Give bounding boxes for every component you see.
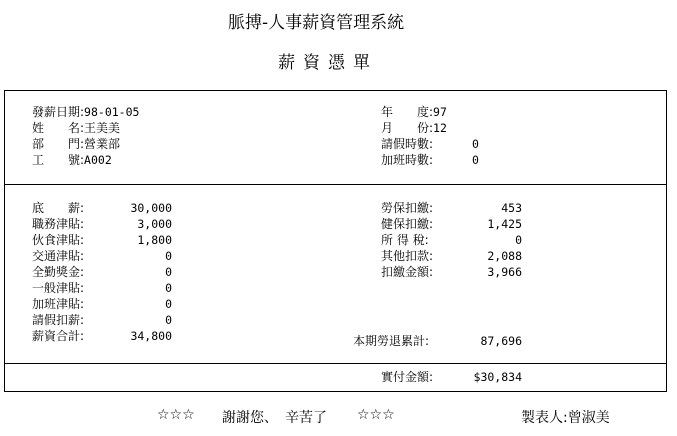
page-title: 脈搏-人事薪資管理系統	[228, 13, 405, 33]
deduction-label: 所 得 稅:	[381, 233, 429, 247]
deduction-label: 勞保扣繳:	[381, 201, 434, 215]
deduction-label: 其他扣款:	[381, 249, 434, 263]
info-row: 發薪日期:98-01-05	[32, 105, 140, 119]
earning-value: 0	[165, 249, 172, 263]
thanks-message: 謝謝您、 辛苦了	[222, 410, 327, 426]
net-pay-label: 實付金額:	[381, 370, 434, 384]
deduction-value: 0	[515, 233, 522, 247]
pension-label: 本期勞退累計:	[353, 334, 430, 348]
earning-value: 0	[165, 281, 172, 295]
info-row: 姓 名:王美美	[32, 121, 121, 135]
deduction-label: 健保扣繳:	[381, 217, 434, 231]
earning-label: 伙食津貼:	[32, 233, 85, 247]
deduction-value: 453	[501, 201, 522, 215]
deduction-value: 1,425	[487, 217, 522, 231]
info-row: 部 門:營業部	[32, 137, 121, 151]
info-value: 0	[472, 137, 479, 151]
star-icon: ☆☆☆	[357, 407, 395, 423]
earning-label: 交通津貼:	[32, 249, 85, 263]
net-pay-value: $30,834	[473, 370, 522, 384]
earning-value: 1,800	[137, 233, 172, 247]
section-divider-bottom	[4, 363, 667, 364]
deduction-total-value: 3,966	[487, 265, 522, 279]
earning-label: 底 薪:	[32, 201, 85, 215]
earning-value: 3,000	[137, 217, 172, 231]
document-title: 薪資憑單	[278, 53, 378, 73]
earning-label: 加班津貼:	[32, 297, 85, 311]
preparer: 製表人:曾淑美	[521, 410, 610, 426]
info-value: 0	[472, 153, 479, 167]
earning-label: 全勤獎金:	[32, 265, 85, 279]
earning-label: 請假扣薪:	[32, 313, 85, 327]
earning-total-label: 薪資合計:	[32, 329, 85, 343]
info-row: 加班時數:	[381, 153, 434, 167]
deduction-total-label: 扣繳金額:	[381, 265, 434, 279]
earning-value: 0	[165, 313, 172, 327]
star-icon: ☆☆☆	[157, 407, 195, 423]
info-row: 月 份:12	[381, 121, 447, 135]
earning-value: 30,000	[130, 201, 172, 215]
section-divider-top	[4, 184, 667, 185]
earning-total-value: 34,800	[130, 329, 172, 343]
pension-value: 87,696	[480, 334, 522, 348]
info-row: 工 號:A002	[32, 153, 112, 167]
earning-value: 0	[165, 265, 172, 279]
earning-label: 一般津貼:	[32, 281, 85, 295]
earning-label: 職務津貼:	[32, 217, 85, 231]
info-row: 請假時數:	[381, 137, 434, 151]
earning-value: 0	[165, 297, 172, 311]
deduction-value: 2,088	[487, 249, 522, 263]
info-row: 年 度:97	[381, 105, 447, 119]
